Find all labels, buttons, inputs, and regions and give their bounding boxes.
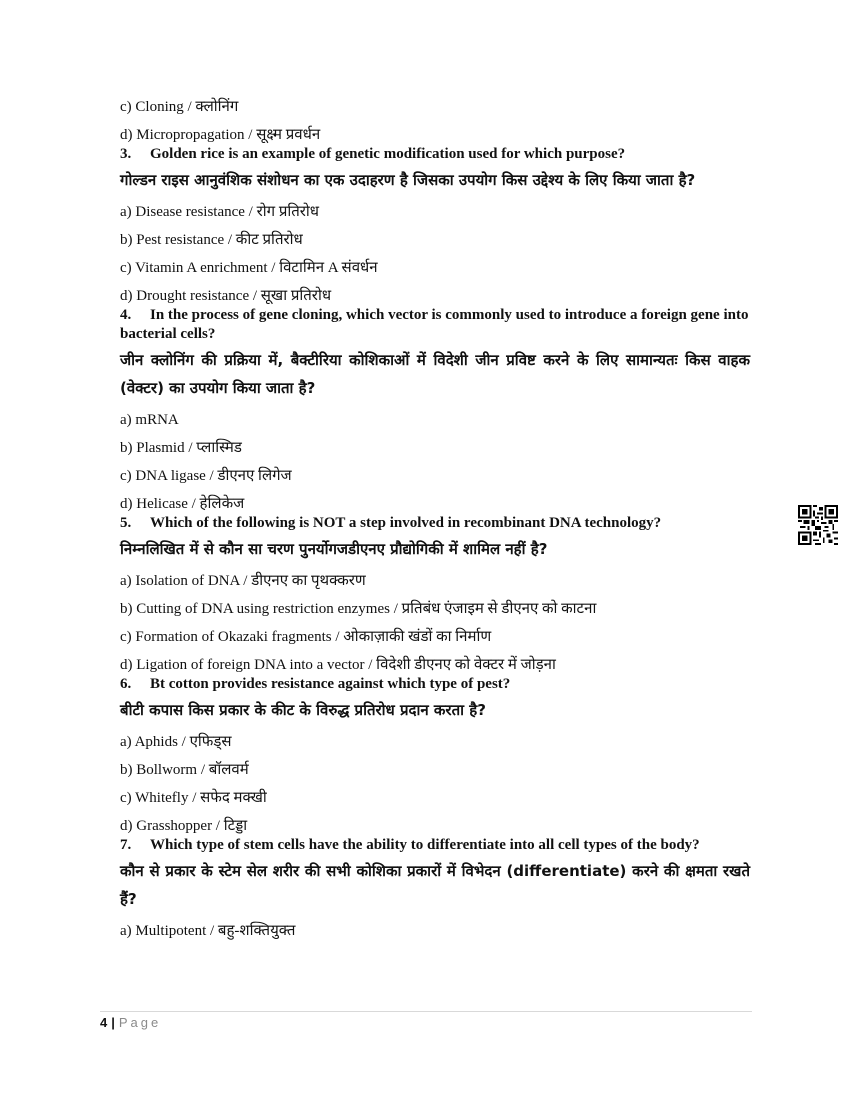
answer-option: c) Whitefly / सफेद मक्खी <box>120 790 267 806</box>
question-text: In the process of gene cloning, which vector is commonly used to introduce a foreign gene into bacterial cells? <box>120 307 749 342</box>
question-content <box>120 98 750 941</box>
page-footer <box>100 1015 161 1030</box>
question-number: 7. <box>120 837 132 853</box>
answer-option: b) Pest resistance / कीट प्रतिरोध <box>120 232 303 248</box>
question-hi: बीटी कपास किस प्रकार के कीट के विरुद्ध प्रतिरोध प्रदान करता है? <box>120 701 486 719</box>
question-hi: निम्नलिखित में से कौन सा चरण पुनर्योगजडीएनए प्रौद्योगिकी में शामिल नहीं है? <box>120 540 548 558</box>
question-number: 5. <box>120 515 132 531</box>
answer-option: b) Plasmid / प्लास्मिड <box>120 440 242 456</box>
qr-code <box>798 505 838 545</box>
answer-option: a) Disease resistance / रोग प्रतिरोध <box>120 204 320 220</box>
answer-option: a) Aphids / एफिड्स <box>120 734 232 750</box>
question-en <box>120 514 750 533</box>
answer-option: b) Cutting of DNA using restriction enzymes / प्रतिबंध एंजाइम से डीएनए को काटना <box>120 601 597 617</box>
answer-option: d) Ligation of foreign DNA into a vector / विदेशी डीएनए को वेक्टर में जोड़ना <box>120 657 556 673</box>
page-label: Page <box>118 1015 162 1030</box>
answer-option: c) Formation of Okazaki fragments / ओकाज़ाकी खंडों का निर्माण <box>120 629 492 645</box>
question-text: Which of the following is NOT a step involved in recombinant DNA technology? <box>150 515 662 531</box>
answer-option: b) Bollworm / बॉलवर्म <box>120 762 249 778</box>
answer-option: c) Cloning / क्लोनिंग <box>120 99 239 115</box>
answer-option: c) Vitamin A enrichment / विटामिन A संवर्धन <box>120 260 378 276</box>
question-text: Which type of stem cells have the ability to differentiate into all cell types of the body? <box>150 837 700 853</box>
question-number: 4. <box>120 307 132 323</box>
question-en <box>120 306 750 344</box>
question-text: Bt cotton provides resistance against which type of pest? <box>150 676 511 692</box>
answer-option: d) Drought resistance / सूखा प्रतिरोध <box>120 288 332 304</box>
question-number: 6. <box>120 676 132 692</box>
question-text: Golden rice is an example of genetic modification used for which purpose? <box>150 146 626 162</box>
page-number: 4 <box>100 1015 108 1030</box>
answer-option: d) Micropropagation / सूक्ष्म प्रवर्धन <box>120 127 321 143</box>
question-hi: जीन क्लोनिंग की प्रक्रिया में, बैक्टीरिया कोशिकाओं में विदेशी जीन प्रविष्ट करने के लिए सामान्यतः किस वाहक (वेक्टर) का उपयोग किया जाता है? <box>120 351 750 397</box>
question-number: 3. <box>120 146 132 162</box>
question-en <box>120 145 750 164</box>
answer-option: a) Isolation of DNA / डीएनए का पृथक्करण <box>120 573 366 589</box>
answer-option: d) Helicase / हेलिकेज <box>120 496 245 512</box>
answer-option: a) mRNA <box>120 412 179 428</box>
question-en <box>120 675 750 694</box>
answer-option: d) Grasshopper / टिड्डा <box>120 818 248 834</box>
answer-option: a) Multipotent / बहु-शक्तियुक्त <box>120 923 296 939</box>
question-hi: गोल्डन राइस आनुवंशिक संशोधन का एक उदाहरण है जिसका उपयोग किस उद्देश्य के लिए किया जाता है? <box>120 171 696 189</box>
answer-option: c) DNA ligase / डीएनए लिगेज <box>120 468 292 484</box>
footer-separator: | <box>111 1015 115 1030</box>
footer-divider <box>100 1011 752 1012</box>
question-en <box>120 836 750 855</box>
question-hi: कौन से प्रकार के स्टेम सेल शरीर की सभी कोशिका प्रकारों में विभेदन (differentiate) करने की क्षमता रखते हैं? <box>120 862 750 908</box>
